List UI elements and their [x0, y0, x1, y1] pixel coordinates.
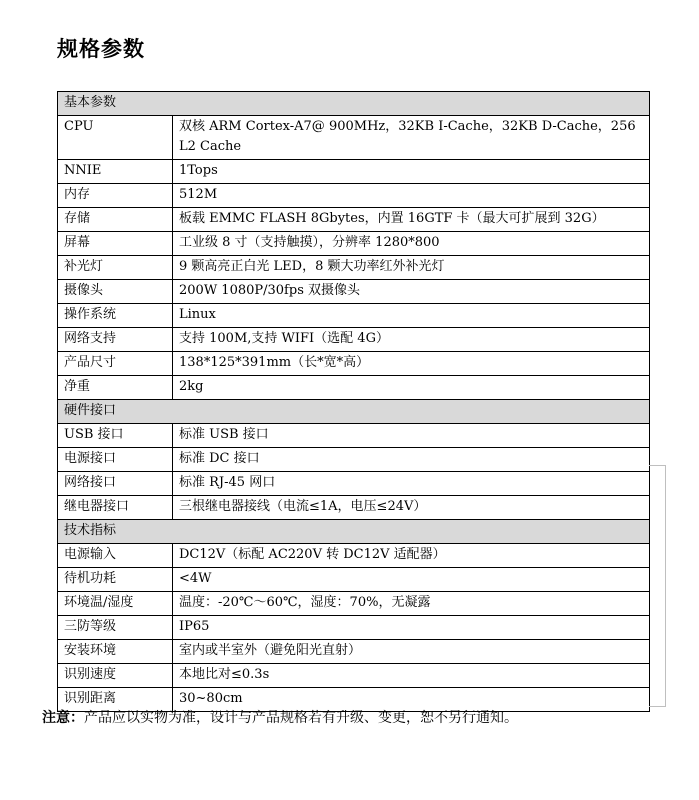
table-row	[58, 424, 650, 448]
spec-value: 512M	[173, 184, 650, 208]
section-header	[58, 92, 650, 116]
spec-key: 摄像头	[58, 280, 173, 304]
spec-value: IP65	[173, 616, 650, 640]
spec-value: 标准 RJ-45 网口	[173, 472, 650, 496]
spec-value: 板载 EMMC FLASH 8Gbytes，内置 16GTF 卡（最大可扩展到 32G）	[173, 208, 650, 232]
table-row	[58, 376, 650, 400]
section-header	[58, 400, 650, 424]
spec-value: 双核 ARM Cortex-A7@ 900MHz，32KB I-Cache，32KB D-Cache，256 L2 Cache	[173, 116, 650, 160]
spec-key: 识别速度	[58, 664, 173, 688]
table-row	[58, 256, 650, 280]
footnote-text: 产品应以实物为准，设计与产品规格若有升级、变更，恕不另行通知。	[84, 710, 518, 726]
spec-key: 网络支持	[58, 328, 173, 352]
table-row	[58, 496, 650, 520]
spec-key: 电源接口	[58, 448, 173, 472]
spec-value: Linux	[173, 304, 650, 328]
table-row	[58, 568, 650, 592]
spec-value: 本地比对≤0.3s	[173, 664, 650, 688]
table-row	[58, 116, 650, 160]
spec-value: 温度：-20℃～60℃，湿度：70%，无凝露	[173, 592, 650, 616]
table-row	[58, 304, 650, 328]
footnote	[42, 708, 518, 728]
table-row	[58, 208, 650, 232]
spec-value: 标准 USB 接口	[173, 424, 650, 448]
table-row	[58, 448, 650, 472]
table-row	[58, 616, 650, 640]
spec-key: 继电器接口	[58, 496, 173, 520]
spec-key: 操作系统	[58, 304, 173, 328]
spec-key: NNIE	[58, 160, 173, 184]
table-row	[58, 328, 650, 352]
spec-value: 三根继电器接线（电流≤1A，电压≤24V）	[173, 496, 650, 520]
page-title: 规格参数	[57, 37, 145, 61]
spec-value: DC12V（标配 AC220V 转 DC12V 适配器）	[173, 544, 650, 568]
footnote-label: 注意：	[42, 710, 84, 726]
spec-key: 识别距离	[58, 688, 173, 712]
table-row	[58, 640, 650, 664]
spec-key: 安装环境	[58, 640, 173, 664]
spec-key: 产品尺寸	[58, 352, 173, 376]
table-row	[58, 544, 650, 568]
spec-value: 200W 1080P/30fps 双摄像头	[173, 280, 650, 304]
section-heading-basic: 基本参数	[58, 92, 650, 116]
spec-value: 室内或半室外（避免阳光直射）	[173, 640, 650, 664]
spec-key: 电源输入	[58, 544, 173, 568]
spec-value: 1Tops	[173, 160, 650, 184]
spec-key: 补光灯	[58, 256, 173, 280]
table-row	[58, 184, 650, 208]
spec-value: 138*125*391mm（长*宽*高）	[173, 352, 650, 376]
spec-value: 工业级 8 寸（支持触摸），分辨率 1280*800	[173, 232, 650, 256]
table-row	[58, 160, 650, 184]
page-edge-line	[665, 465, 666, 707]
page-edge-line	[649, 706, 666, 707]
table-row	[58, 232, 650, 256]
table-row	[58, 280, 650, 304]
spec-key: 待机功耗	[58, 568, 173, 592]
table-row	[58, 664, 650, 688]
spec-key: 净重	[58, 376, 173, 400]
section-heading-hardware: 硬件接口	[58, 400, 650, 424]
spec-value: 9 颗高亮正白光 LED，8 颗大功率红外补光灯	[173, 256, 650, 280]
section-header	[58, 520, 650, 544]
spec-key: 屏幕	[58, 232, 173, 256]
table-row	[58, 472, 650, 496]
spec-key: 环境温/湿度	[58, 592, 173, 616]
spec-key: 内存	[58, 184, 173, 208]
spec-value: 2kg	[173, 376, 650, 400]
spec-value: 30~80cm	[173, 688, 650, 712]
spec-value: 支持 100M,支持 WIFI（选配 4G）	[173, 328, 650, 352]
page-edge-line	[649, 465, 666, 466]
spec-key: USB 接口	[58, 424, 173, 448]
section-heading-tech: 技术指标	[58, 520, 650, 544]
spec-value: 标准 DC 接口	[173, 448, 650, 472]
spec-key: 存储	[58, 208, 173, 232]
spec-key: 三防等级	[58, 616, 173, 640]
spec-table	[57, 91, 650, 712]
table-row	[58, 592, 650, 616]
spec-key: CPU	[58, 116, 173, 160]
spec-value: <4W	[173, 568, 650, 592]
spec-key: 网络接口	[58, 472, 173, 496]
table-row	[58, 352, 650, 376]
